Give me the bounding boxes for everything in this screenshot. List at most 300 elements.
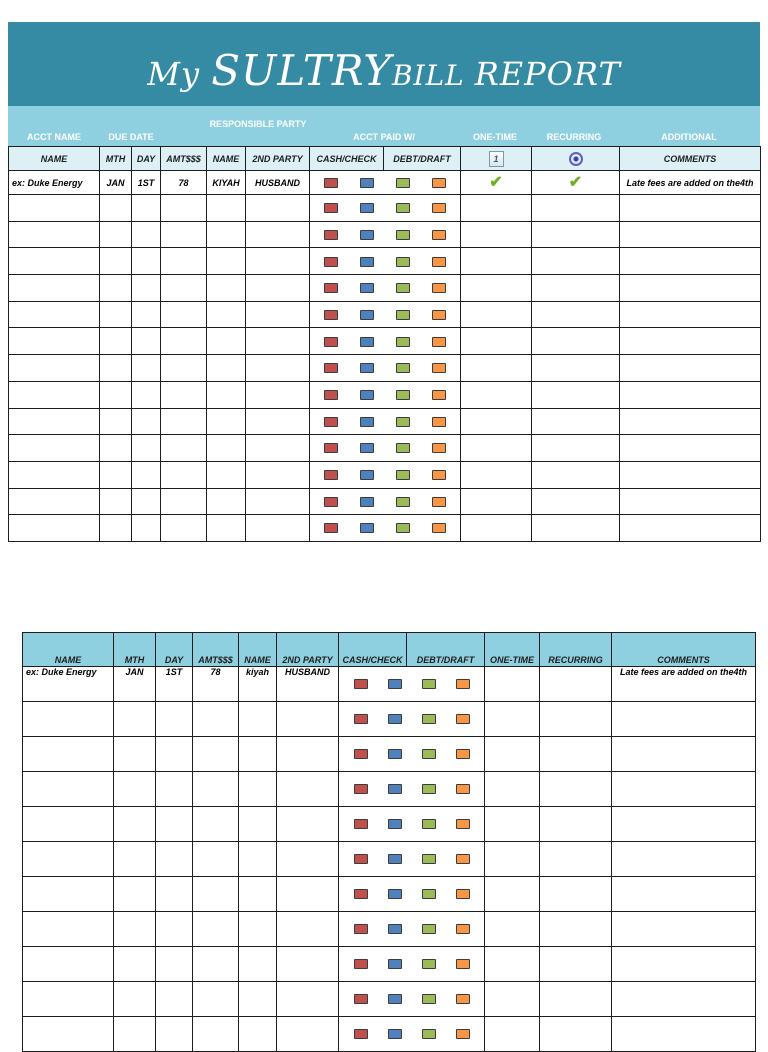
cell-party-name[interactable] xyxy=(239,947,277,982)
cell-name[interactable] xyxy=(23,807,114,842)
cell-comments[interactable] xyxy=(620,461,761,488)
cell-recurring[interactable] xyxy=(540,982,612,1017)
cell-name[interactable] xyxy=(9,461,100,488)
cell-recurring[interactable] xyxy=(540,842,612,877)
cash-checkbox[interactable] xyxy=(354,924,368,934)
debit-checkbox[interactable] xyxy=(396,363,410,373)
cell-second-party[interactable]: HUSBAND xyxy=(277,667,339,702)
cell-amt[interactable] xyxy=(161,461,207,488)
debit-checkbox[interactable] xyxy=(422,784,436,794)
cell-mth[interactable] xyxy=(100,355,132,382)
cell-one-time[interactable] xyxy=(461,488,532,515)
draft-checkbox[interactable] xyxy=(432,417,446,427)
cell-recurring[interactable] xyxy=(540,667,612,702)
check-checkbox[interactable] xyxy=(360,470,374,480)
check-checkbox[interactable] xyxy=(360,310,374,320)
debit-checkbox[interactable] xyxy=(396,257,410,267)
draft-checkbox[interactable] xyxy=(456,679,470,689)
debit-checkbox[interactable] xyxy=(396,497,410,507)
cell-second-party[interactable] xyxy=(277,982,339,1017)
draft-checkbox[interactable] xyxy=(456,819,470,829)
cell-amt[interactable] xyxy=(161,301,207,328)
cell-mth[interactable] xyxy=(100,301,132,328)
cell-second-party[interactable] xyxy=(277,702,339,737)
cell-comments[interactable] xyxy=(620,381,761,408)
cell-day[interactable] xyxy=(156,807,193,842)
cell-recurring[interactable] xyxy=(540,1017,612,1052)
cell-amt[interactable] xyxy=(193,702,239,737)
cash-checkbox[interactable] xyxy=(324,337,338,347)
check-checkbox[interactable] xyxy=(388,854,402,864)
cell-second-party[interactable] xyxy=(246,301,310,328)
debit-checkbox[interactable] xyxy=(422,994,436,1004)
check-checkbox[interactable] xyxy=(360,390,374,400)
check-checkbox[interactable] xyxy=(360,337,374,347)
check-checkbox[interactable] xyxy=(388,1029,402,1039)
cell-name[interactable] xyxy=(23,877,114,912)
cell-amt[interactable] xyxy=(161,221,207,248)
cell-mth[interactable]: JAN xyxy=(114,667,156,702)
cash-checkbox[interactable] xyxy=(354,679,368,689)
check-checkbox[interactable] xyxy=(388,889,402,899)
cell-mth[interactable] xyxy=(114,877,156,912)
cell-one-time[interactable] xyxy=(485,702,540,737)
check-checkbox[interactable] xyxy=(360,363,374,373)
cell-one-time[interactable] xyxy=(485,842,540,877)
draft-checkbox[interactable] xyxy=(456,959,470,969)
cell-second-party[interactable] xyxy=(246,408,310,435)
cell-amt[interactable] xyxy=(193,1017,239,1052)
cell-amt[interactable] xyxy=(161,275,207,302)
cell-amt[interactable] xyxy=(161,328,207,355)
cell-one-time[interactable] xyxy=(485,912,540,947)
cell-day[interactable] xyxy=(132,301,161,328)
cell-recurring[interactable] xyxy=(540,807,612,842)
cell-comments[interactable] xyxy=(612,1017,756,1052)
cash-checkbox[interactable] xyxy=(354,819,368,829)
cell-name[interactable] xyxy=(9,301,100,328)
cash-checkbox[interactable] xyxy=(324,417,338,427)
cell-day[interactable] xyxy=(132,248,161,275)
cell-mth[interactable] xyxy=(100,195,132,222)
cell-day[interactable] xyxy=(132,461,161,488)
draft-checkbox[interactable] xyxy=(432,283,446,293)
cell-recurring[interactable] xyxy=(532,195,620,222)
draft-checkbox[interactable] xyxy=(432,257,446,267)
debit-checkbox[interactable] xyxy=(396,203,410,213)
cell-name[interactable] xyxy=(23,702,114,737)
cell-mth[interactable] xyxy=(100,488,132,515)
cash-checkbox[interactable] xyxy=(324,497,338,507)
cell-day[interactable] xyxy=(156,737,193,772)
check-checkbox[interactable] xyxy=(388,994,402,1004)
cell-second-party[interactable] xyxy=(277,737,339,772)
cell-one-time[interactable] xyxy=(461,328,532,355)
cash-checkbox[interactable] xyxy=(354,889,368,899)
cell-recurring[interactable] xyxy=(532,461,620,488)
cell-second-party[interactable] xyxy=(246,488,310,515)
check-checkbox[interactable] xyxy=(388,819,402,829)
cell-name[interactable] xyxy=(9,408,100,435)
check-checkbox[interactable] xyxy=(360,203,374,213)
check-checkbox[interactable] xyxy=(388,959,402,969)
cell-name[interactable] xyxy=(9,275,100,302)
cell-recurring[interactable] xyxy=(532,275,620,302)
cell-recurring[interactable] xyxy=(540,947,612,982)
cell-day[interactable] xyxy=(156,982,193,1017)
cell-party-name[interactable] xyxy=(207,408,246,435)
cell-amt[interactable] xyxy=(193,982,239,1017)
debit-checkbox[interactable] xyxy=(396,283,410,293)
cell-mth[interactable] xyxy=(114,702,156,737)
draft-checkbox[interactable] xyxy=(456,994,470,1004)
cell-comments[interactable] xyxy=(620,515,761,542)
check-checkbox[interactable] xyxy=(360,283,374,293)
cash-checkbox[interactable] xyxy=(324,310,338,320)
cell-one-time[interactable] xyxy=(485,772,540,807)
cell-mth[interactable] xyxy=(114,772,156,807)
cell-recurring[interactable] xyxy=(532,435,620,462)
cash-checkbox[interactable] xyxy=(354,959,368,969)
cash-checkbox[interactable] xyxy=(324,203,338,213)
check-checkbox[interactable] xyxy=(388,749,402,759)
cell-mth[interactable] xyxy=(100,328,132,355)
cell-second-party[interactable] xyxy=(246,248,310,275)
cell-amt[interactable] xyxy=(161,408,207,435)
check-checkbox[interactable] xyxy=(388,714,402,724)
draft-checkbox[interactable] xyxy=(432,390,446,400)
cell-comments[interactable] xyxy=(620,275,761,302)
debit-checkbox[interactable] xyxy=(422,714,436,724)
cell-one-time[interactable] xyxy=(461,381,532,408)
cell-one-time[interactable] xyxy=(485,807,540,842)
cell-comments[interactable] xyxy=(612,877,756,912)
cell-day[interactable] xyxy=(132,381,161,408)
cell-second-party[interactable] xyxy=(277,772,339,807)
cell-one-time[interactable] xyxy=(461,355,532,382)
cell-comments[interactable] xyxy=(620,195,761,222)
cell-name[interactable] xyxy=(9,515,100,542)
cell-recurring[interactable] xyxy=(540,877,612,912)
cell-name[interactable] xyxy=(23,982,114,1017)
cell-name[interactable] xyxy=(9,221,100,248)
cell-recurring[interactable] xyxy=(532,381,620,408)
cell-name[interactable] xyxy=(23,772,114,807)
cash-checkbox[interactable] xyxy=(354,784,368,794)
draft-checkbox[interactable] xyxy=(432,497,446,507)
debit-checkbox[interactable] xyxy=(422,679,436,689)
cell-mth[interactable] xyxy=(114,947,156,982)
cell-party-name[interactable] xyxy=(207,461,246,488)
draft-checkbox[interactable] xyxy=(432,363,446,373)
cell-party-name[interactable] xyxy=(239,842,277,877)
cell-one-time[interactable] xyxy=(485,1017,540,1052)
cash-checkbox[interactable] xyxy=(354,749,368,759)
cell-mth[interactable] xyxy=(100,381,132,408)
check-checkbox[interactable] xyxy=(360,230,374,240)
cell-recurring[interactable] xyxy=(532,171,620,195)
cell-mth[interactable] xyxy=(114,1017,156,1052)
cell-comments[interactable] xyxy=(620,328,761,355)
cell-day[interactable] xyxy=(132,275,161,302)
cash-checkbox[interactable] xyxy=(324,470,338,480)
cell-day[interactable] xyxy=(156,947,193,982)
cell-party-name[interactable] xyxy=(239,737,277,772)
cell-one-time[interactable] xyxy=(461,408,532,435)
draft-checkbox[interactable] xyxy=(456,889,470,899)
cell-mth[interactable] xyxy=(100,515,132,542)
cell-party-name[interactable] xyxy=(207,248,246,275)
cell-recurring[interactable] xyxy=(532,408,620,435)
cell-name[interactable] xyxy=(23,912,114,947)
cell-second-party[interactable] xyxy=(246,461,310,488)
cell-second-party[interactable] xyxy=(277,912,339,947)
cell-one-time[interactable] xyxy=(485,667,540,702)
draft-checkbox[interactable] xyxy=(456,784,470,794)
cell-comments[interactable]: Late fees are added on the4th xyxy=(620,171,761,195)
cell-recurring[interactable] xyxy=(532,248,620,275)
cell-amt[interactable] xyxy=(161,515,207,542)
cell-second-party[interactable] xyxy=(246,435,310,462)
cell-comments[interactable] xyxy=(620,435,761,462)
cash-checkbox[interactable] xyxy=(324,178,338,188)
cell-name[interactable] xyxy=(23,842,114,877)
cash-checkbox[interactable] xyxy=(354,1029,368,1039)
cell-one-time[interactable] xyxy=(461,515,532,542)
cell-comments[interactable] xyxy=(612,772,756,807)
cell-day[interactable] xyxy=(132,488,161,515)
cell-day[interactable] xyxy=(156,877,193,912)
cell-comments[interactable] xyxy=(620,248,761,275)
cell-second-party[interactable] xyxy=(277,842,339,877)
draft-checkbox[interactable] xyxy=(456,714,470,724)
check-checkbox[interactable] xyxy=(360,417,374,427)
debit-checkbox[interactable] xyxy=(422,854,436,864)
cell-mth[interactable] xyxy=(114,912,156,947)
cell-day[interactable] xyxy=(156,772,193,807)
cell-day[interactable]: 1ST xyxy=(132,171,161,195)
cell-party-name[interactable] xyxy=(207,301,246,328)
cell-second-party[interactable] xyxy=(246,195,310,222)
debit-checkbox[interactable] xyxy=(396,523,410,533)
cell-comments[interactable] xyxy=(620,355,761,382)
cell-second-party[interactable] xyxy=(246,328,310,355)
cell-second-party[interactable] xyxy=(246,355,310,382)
cell-amt[interactable] xyxy=(193,807,239,842)
debit-checkbox[interactable] xyxy=(396,417,410,427)
cell-mth[interactable] xyxy=(100,435,132,462)
cell-second-party[interactable] xyxy=(246,381,310,408)
check-checkbox[interactable] xyxy=(360,257,374,267)
cell-name[interactable] xyxy=(9,195,100,222)
cell-mth[interactable] xyxy=(100,248,132,275)
check-checkbox[interactable] xyxy=(360,523,374,533)
cash-checkbox[interactable] xyxy=(354,994,368,1004)
cell-one-time[interactable] xyxy=(461,195,532,222)
debit-checkbox[interactable] xyxy=(422,1029,436,1039)
cell-second-party[interactable] xyxy=(277,947,339,982)
cell-day[interactable] xyxy=(132,408,161,435)
debit-checkbox[interactable] xyxy=(396,443,410,453)
debit-checkbox[interactable] xyxy=(396,310,410,320)
cell-mth[interactable] xyxy=(114,842,156,877)
cell-recurring[interactable] xyxy=(532,221,620,248)
cell-name[interactable] xyxy=(9,435,100,462)
cell-day[interactable] xyxy=(132,435,161,462)
cell-mth[interactable] xyxy=(100,408,132,435)
cell-name[interactable] xyxy=(9,355,100,382)
debit-checkbox[interactable] xyxy=(396,470,410,480)
cell-amt[interactable]: 78 xyxy=(161,171,207,195)
draft-checkbox[interactable] xyxy=(432,310,446,320)
cell-day[interactable] xyxy=(132,328,161,355)
draft-checkbox[interactable] xyxy=(432,523,446,533)
cell-name[interactable] xyxy=(23,737,114,772)
cell-one-time[interactable] xyxy=(485,982,540,1017)
cash-checkbox[interactable] xyxy=(324,363,338,373)
debit-checkbox[interactable] xyxy=(422,924,436,934)
debit-checkbox[interactable] xyxy=(396,230,410,240)
cell-comments[interactable] xyxy=(612,702,756,737)
check-checkbox[interactable] xyxy=(388,784,402,794)
draft-checkbox[interactable] xyxy=(432,203,446,213)
draft-checkbox[interactable] xyxy=(432,443,446,453)
cell-one-time[interactable] xyxy=(461,435,532,462)
cell-comments[interactable] xyxy=(612,982,756,1017)
cell-day[interactable] xyxy=(156,1017,193,1052)
cell-comments[interactable] xyxy=(612,737,756,772)
check-checkbox[interactable] xyxy=(388,679,402,689)
cell-second-party[interactable] xyxy=(246,221,310,248)
check-checkbox[interactable] xyxy=(360,178,374,188)
cell-party-name[interactable] xyxy=(239,772,277,807)
cell-name[interactable]: ex: Duke Energy xyxy=(9,171,100,195)
cell-amt[interactable] xyxy=(193,737,239,772)
cell-comments[interactable] xyxy=(620,488,761,515)
cell-amt[interactable] xyxy=(161,381,207,408)
cell-mth[interactable] xyxy=(100,221,132,248)
cell-comments[interactable] xyxy=(612,912,756,947)
debit-checkbox[interactable] xyxy=(396,178,410,188)
cell-comments[interactable] xyxy=(620,408,761,435)
cell-day[interactable] xyxy=(132,195,161,222)
cell-party-name[interactable]: kiyah xyxy=(239,667,277,702)
cell-comments[interactable] xyxy=(612,807,756,842)
cell-party-name[interactable] xyxy=(207,221,246,248)
cell-mth[interactable] xyxy=(114,737,156,772)
cell-amt[interactable] xyxy=(193,912,239,947)
cell-name[interactable] xyxy=(9,328,100,355)
cell-party-name[interactable] xyxy=(239,807,277,842)
cell-day[interactable] xyxy=(132,221,161,248)
cell-one-time[interactable] xyxy=(485,947,540,982)
cash-checkbox[interactable] xyxy=(324,390,338,400)
cell-party-name[interactable] xyxy=(207,195,246,222)
cell-day[interactable]: 1ST xyxy=(156,667,193,702)
debit-checkbox[interactable] xyxy=(422,889,436,899)
cell-party-name[interactable] xyxy=(207,435,246,462)
cell-second-party[interactable] xyxy=(246,275,310,302)
cell-mth[interactable] xyxy=(100,275,132,302)
cell-second-party[interactable] xyxy=(246,515,310,542)
cell-amt[interactable] xyxy=(193,772,239,807)
cell-amt[interactable]: 78 xyxy=(193,667,239,702)
cell-one-time[interactable] xyxy=(485,877,540,912)
draft-checkbox[interactable] xyxy=(432,337,446,347)
cell-one-time[interactable] xyxy=(461,275,532,302)
cell-amt[interactable] xyxy=(193,842,239,877)
cell-comments[interactable] xyxy=(620,221,761,248)
cell-name[interactable]: ex: Duke Energy xyxy=(23,667,114,702)
cell-party-name[interactable] xyxy=(207,488,246,515)
cell-recurring[interactable] xyxy=(540,912,612,947)
cell-party-name[interactable] xyxy=(239,877,277,912)
cell-name[interactable] xyxy=(23,947,114,982)
cell-recurring[interactable] xyxy=(540,772,612,807)
cell-amt[interactable] xyxy=(193,877,239,912)
cash-checkbox[interactable] xyxy=(354,854,368,864)
draft-checkbox[interactable] xyxy=(456,1029,470,1039)
draft-checkbox[interactable] xyxy=(456,854,470,864)
cell-party-name[interactable] xyxy=(239,912,277,947)
cell-day[interactable] xyxy=(132,515,161,542)
cell-second-party[interactable] xyxy=(277,877,339,912)
cell-party-name[interactable] xyxy=(239,702,277,737)
cell-recurring[interactable] xyxy=(532,355,620,382)
debit-checkbox[interactable] xyxy=(422,819,436,829)
cell-one-time[interactable] xyxy=(461,301,532,328)
cell-one-time[interactable] xyxy=(461,461,532,488)
cell-recurring[interactable] xyxy=(532,328,620,355)
cell-recurring[interactable] xyxy=(532,515,620,542)
cell-recurring[interactable] xyxy=(532,488,620,515)
draft-checkbox[interactable] xyxy=(432,178,446,188)
cell-comments[interactable] xyxy=(620,301,761,328)
cell-name[interactable] xyxy=(9,488,100,515)
cash-checkbox[interactable] xyxy=(324,257,338,267)
draft-checkbox[interactable] xyxy=(432,470,446,480)
draft-checkbox[interactable] xyxy=(432,230,446,240)
cell-amt[interactable] xyxy=(193,947,239,982)
cell-amt[interactable] xyxy=(161,195,207,222)
cell-one-time[interactable] xyxy=(461,171,532,195)
cash-checkbox[interactable] xyxy=(324,283,338,293)
cell-amt[interactable] xyxy=(161,488,207,515)
cell-comments[interactable] xyxy=(612,947,756,982)
cell-name[interactable] xyxy=(9,381,100,408)
cell-amt[interactable] xyxy=(161,435,207,462)
cash-checkbox[interactable] xyxy=(324,443,338,453)
cell-one-time[interactable] xyxy=(485,737,540,772)
cell-mth[interactable] xyxy=(114,807,156,842)
cell-mth[interactable] xyxy=(100,461,132,488)
cell-party-name[interactable] xyxy=(207,515,246,542)
cell-party-name[interactable] xyxy=(239,1017,277,1052)
cell-party-name[interactable]: KIYAH xyxy=(207,171,246,195)
cell-second-party[interactable]: HUSBAND xyxy=(246,171,310,195)
cell-party-name[interactable] xyxy=(239,982,277,1017)
cell-mth[interactable] xyxy=(114,982,156,1017)
cell-day[interactable] xyxy=(156,702,193,737)
cell-mth[interactable]: JAN xyxy=(100,171,132,195)
check-checkbox[interactable] xyxy=(360,443,374,453)
cell-party-name[interactable] xyxy=(207,328,246,355)
cell-day[interactable] xyxy=(132,355,161,382)
cash-checkbox[interactable] xyxy=(324,230,338,240)
cell-day[interactable] xyxy=(156,842,193,877)
cell-name[interactable] xyxy=(9,248,100,275)
cell-party-name[interactable] xyxy=(207,355,246,382)
